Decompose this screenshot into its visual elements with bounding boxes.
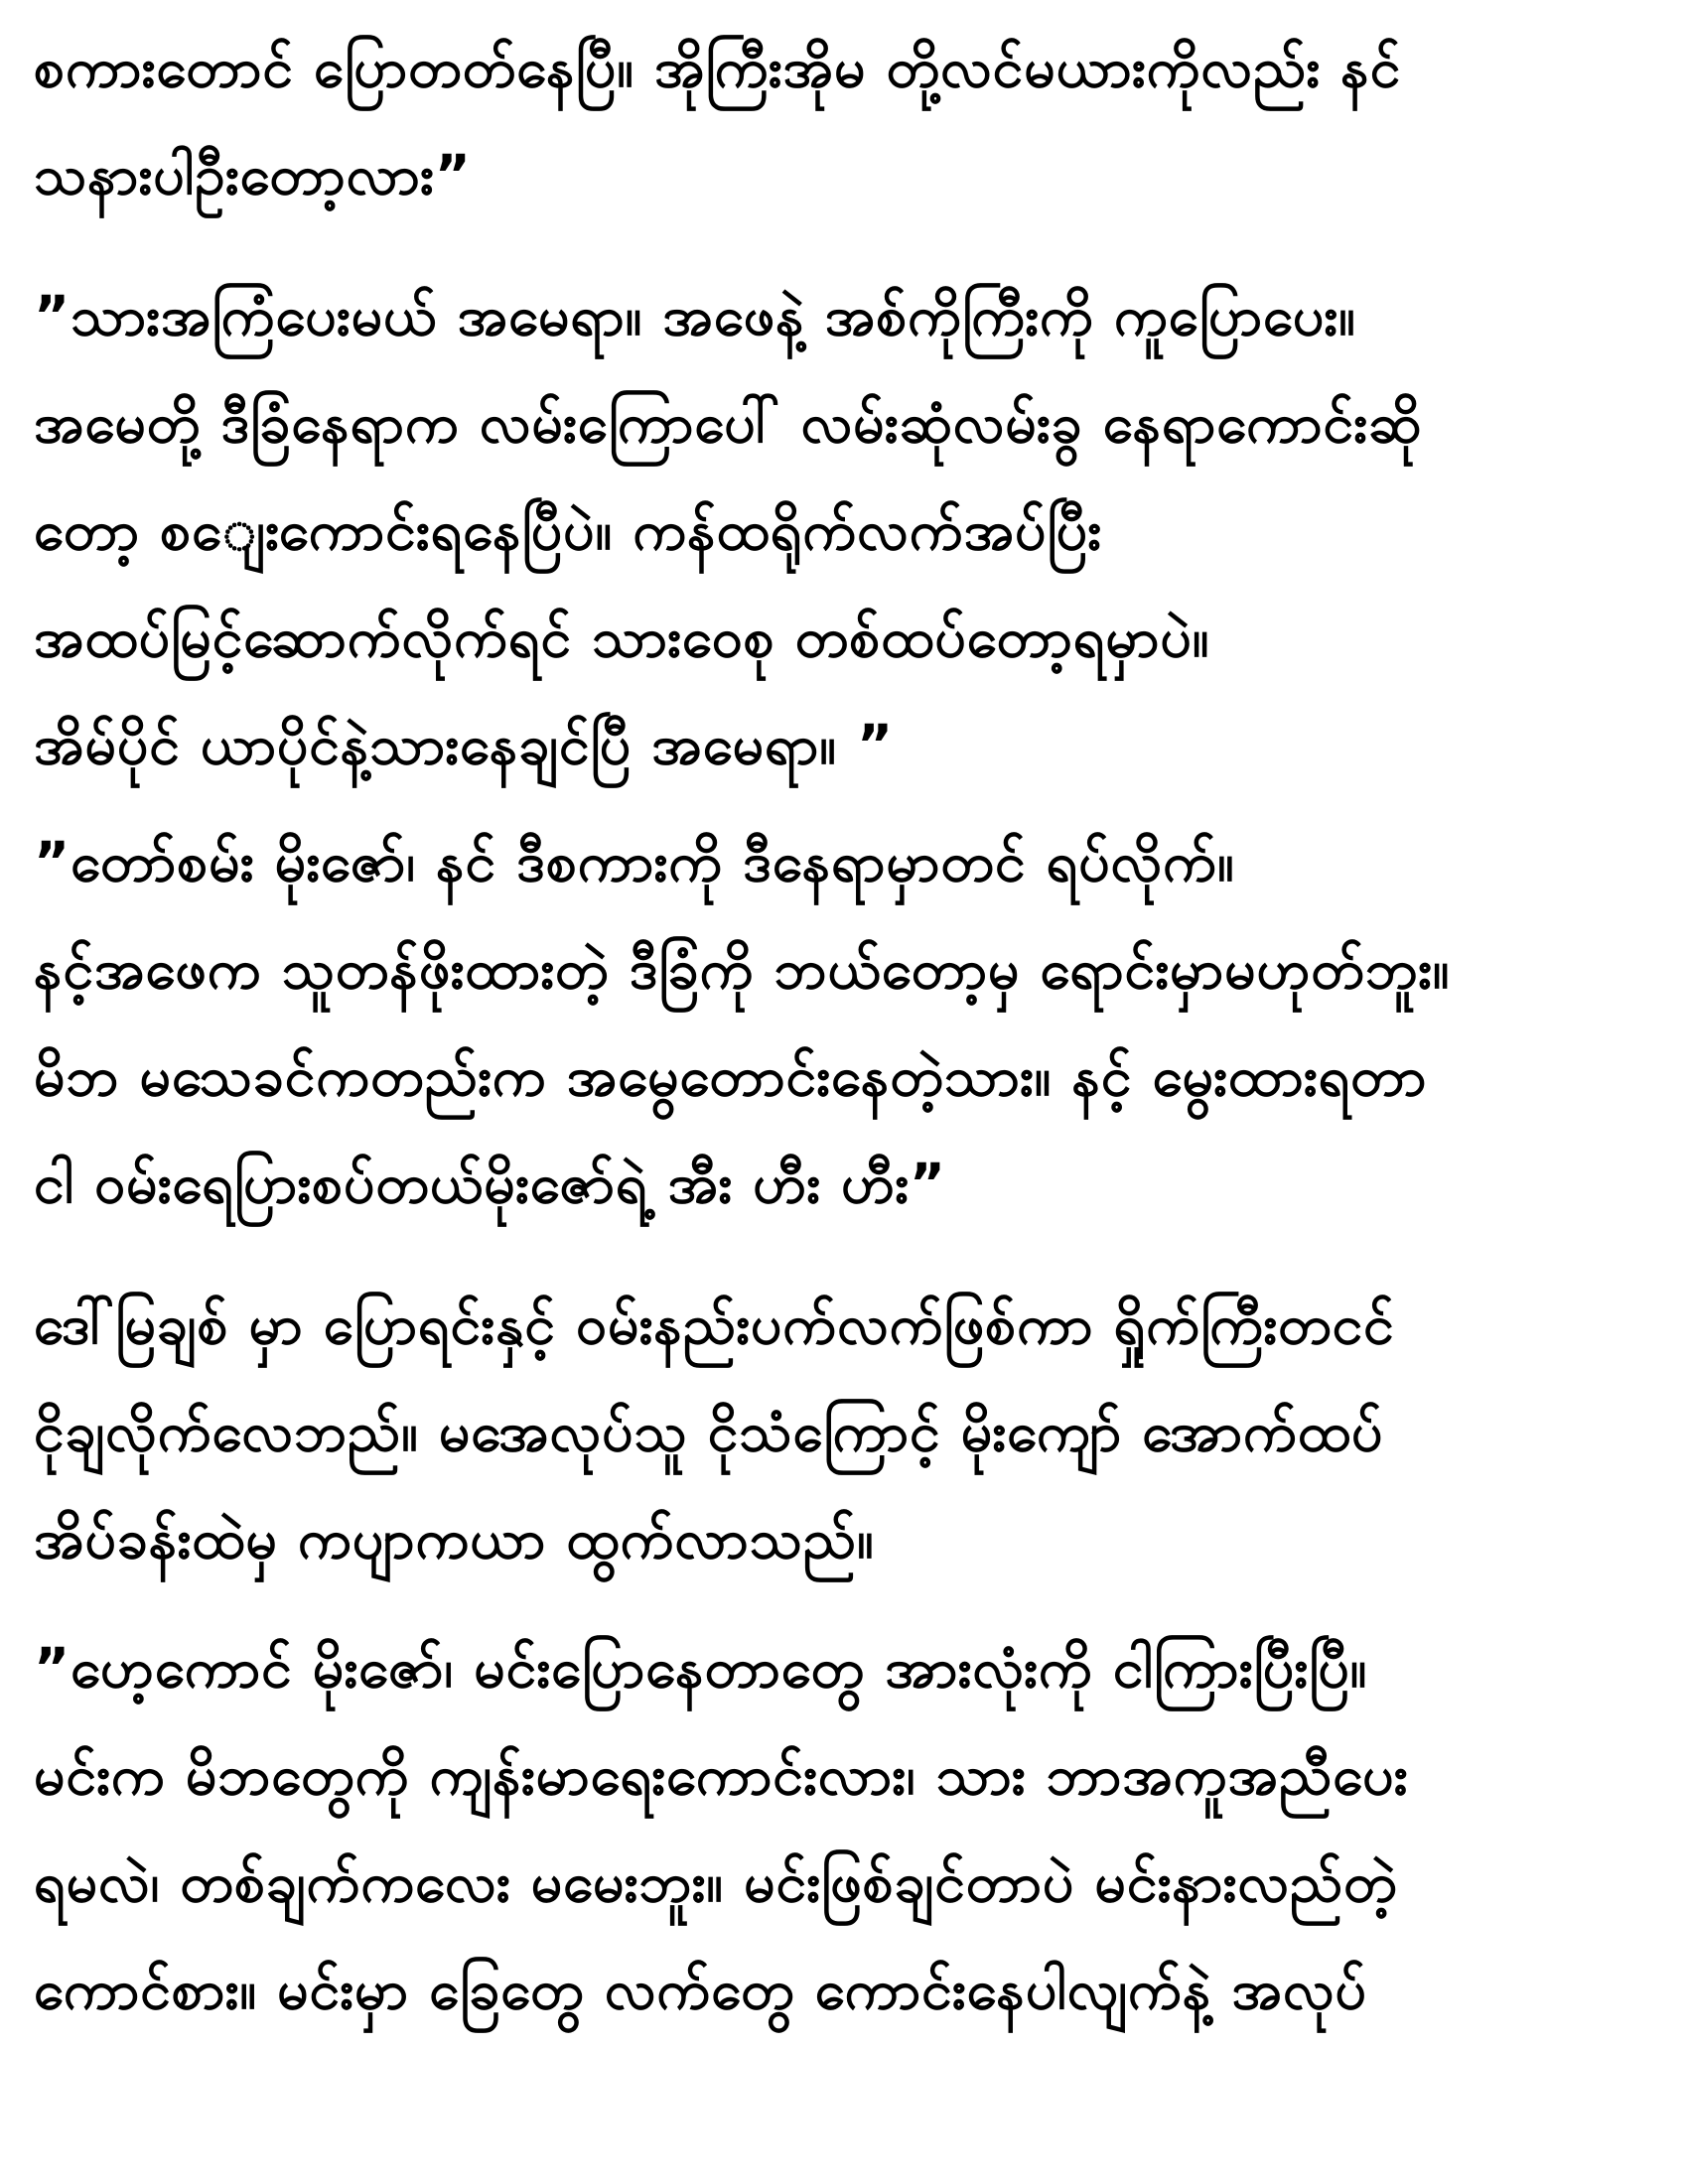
text-line: တော့ စ​ျေးကောင်းရနေပြီပဲ။ ကန်ထရိုက်လက်အပ်ပြီး <box>34 498 1102 562</box>
text-line: အထပ်မြင့်ဆောက်လိုက်ရင် သားဝေစု တစ်ထပ်တော့ရမှာပဲ။ <box>34 606 1210 669</box>
paragraph-6 <box>34 1614 1654 2043</box>
text-line: အမေတို့ ဒီခြံနေရာက လမ်းကြောပေါ် လမ်းဆုံလမ်းခွ နေရာကောင်းဆို <box>34 391 1423 455</box>
text-line: မင်းက မိဘတွေကို ကျန်းမာရေးကောင်းလား၊ သား ဘာအကူအညီပေး <box>34 1743 1409 1807</box>
paragraph-5 <box>34 1271 1654 1592</box>
text-line: ”တော်စမ်း မိုးဇော်၊ နင် ဒီစကားကို ဒီနေရာမှာတင် ရပ်လိုက်။ <box>34 830 1235 893</box>
text-line: ကောင်စား။ မင်းမှာ ခြေတွေ လက်တွေ ကောင်းနေပါလျက်နဲ့ အလုပ် <box>34 1958 1367 2021</box>
text-line: အိမ်ပိုင် ယာပိုင်နဲ့သားနေချင်ပြီ အမေရာ။ ” <box>34 713 895 776</box>
text-line: စကားတောင် ပြောတတ်နေပြီ။ အိုကြီးအိုမ တို့လင်မယားကိုလည်း နင် <box>34 36 1402 99</box>
paragraph-1 <box>34 14 1654 228</box>
text-line: နင့်အဖေက သူတန်ဖိုးထားတဲ့ ဒီခြံကို ဘယ်တော့မှ ရောင်းမှာမဟုတ်ဘူး။ <box>34 937 1451 1001</box>
text-line: ငါ ဝမ်းရေပြားစပ်တယ်မိုးဇော်ရဲ့ အီး ဟီး ဟီး” <box>34 1152 947 1215</box>
text-line: ”သားအကြံပေးမယ် အမေရာ။ အဖေနဲ့ အစ်ကိုကြီးကို ကူပြောပေး။ <box>34 284 1356 347</box>
text-line: မိဘ မသေခင်ကတည်းက အမွေတောင်းနေတဲ့သား။ နင့် မွေးထားရတာ <box>34 1044 1428 1108</box>
paragraph-2 <box>34 262 1654 691</box>
text-line: သနားပါဦးတော့လား” <box>34 143 472 206</box>
paragraph-4 <box>34 808 1654 1237</box>
text-line: ဒေါ်မြချစ် မှာ ပြောရင်းနှင့် ဝမ်းနည်းပက်လက်ဖြစ်ကာ ရှိုက်ကြီးတငင် <box>34 1293 1395 1356</box>
paragraph-3 <box>34 691 1654 798</box>
text-line: ငိုချလိုက်လေဘည်။ မအေလုပ်သူ ငိုသံကြောင့် မိုးကျော် အောက်ထပ် <box>34 1400 1384 1463</box>
text-line: ရမလဲ၊ တစ်ချက်ကလေး မမေးဘူး။ မင်းဖြစ်ချင်တာပဲ မင်းနားလည်တဲ့ <box>34 1850 1398 1914</box>
text-line: ”ဟေ့ကောင် မိုးဇော်၊ မင်းပြောနေတာတွေ အားလုံးကို ငါကြားပြီးပြီ။ <box>34 1636 1368 1700</box>
text-line: အိပ်ခန်းထဲမှ ကပျာကယာ ထွက်လာသည်။ <box>34 1507 875 1570</box>
